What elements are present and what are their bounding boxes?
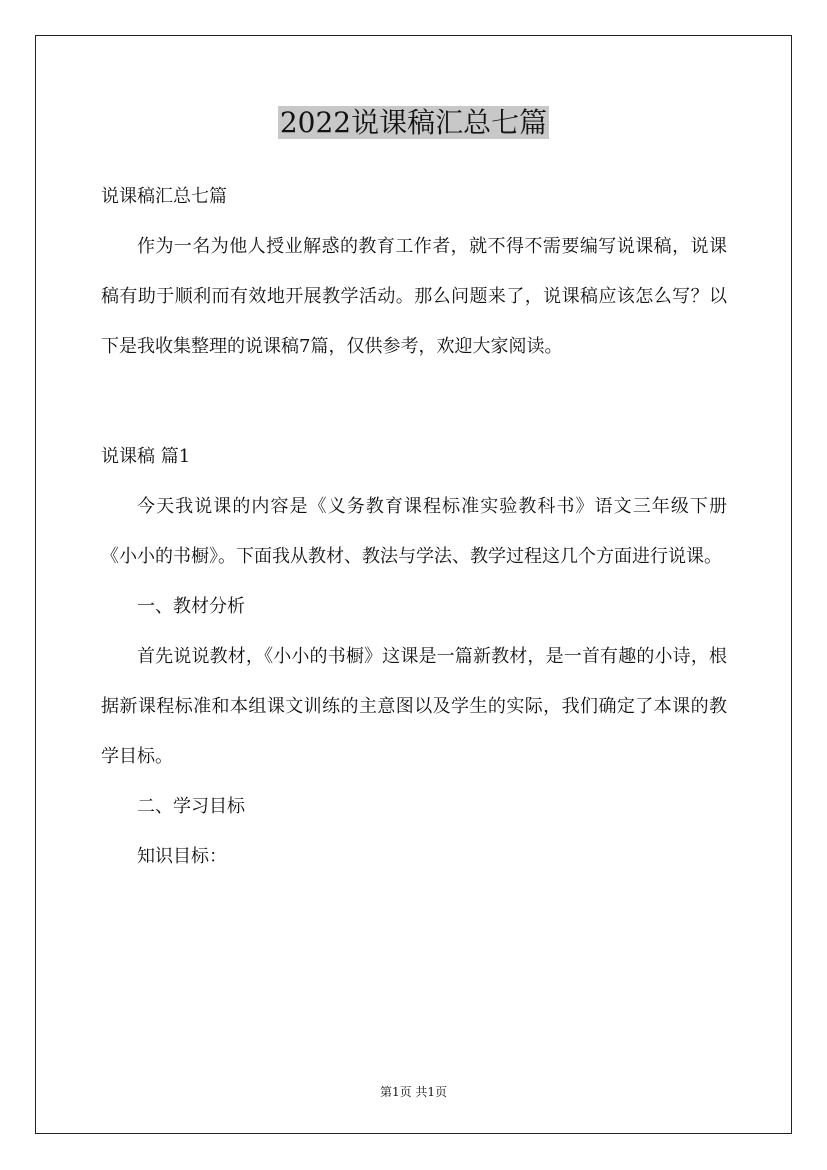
section1-paragraph-1: 今天我说课的内容是《义务教育课程标准实验教科书》语文三年级下册《小小的书橱》。下面我从教材、教法与学法、教学过程这几个方面进行说课。	[101, 496, 727, 567]
section-gap	[101, 372, 727, 432]
document-title	[0, 103, 827, 143]
heading-textbook-analysis: 一、教材分析	[137, 596, 245, 617]
document-title-text: 2022说课稿汇总七篇	[279, 106, 548, 139]
heading-learning-goals: 二、学习目标	[137, 796, 245, 817]
knowledge-goals-label: 知识目标：	[137, 846, 227, 867]
intro-paragraph: 作为一名为他人授业解惑的教育工作者，就不得不需要编写说课稿，说课稿有助于顺利而有效地开展教学活动。那么问题来了，说课稿应该怎么写？以下是我收集整理的说课稿7篇，仅供参考，欢迎大家阅读。	[101, 236, 727, 357]
section1-paragraph-2: 首先说说教材，《小小的书橱》这课是一篇新教材，是一首有趣的小诗，根据新课程标准和本组课文训练的主意图以及学生的实际，我们确定了本课的教学目标。	[101, 646, 727, 767]
document-body	[101, 172, 727, 882]
page-footer: 第1页 共1页	[379, 1085, 448, 1099]
section-heading-1: 说课稿 篇1	[101, 446, 191, 467]
document-subtitle: 说课稿汇总七篇	[101, 186, 227, 207]
